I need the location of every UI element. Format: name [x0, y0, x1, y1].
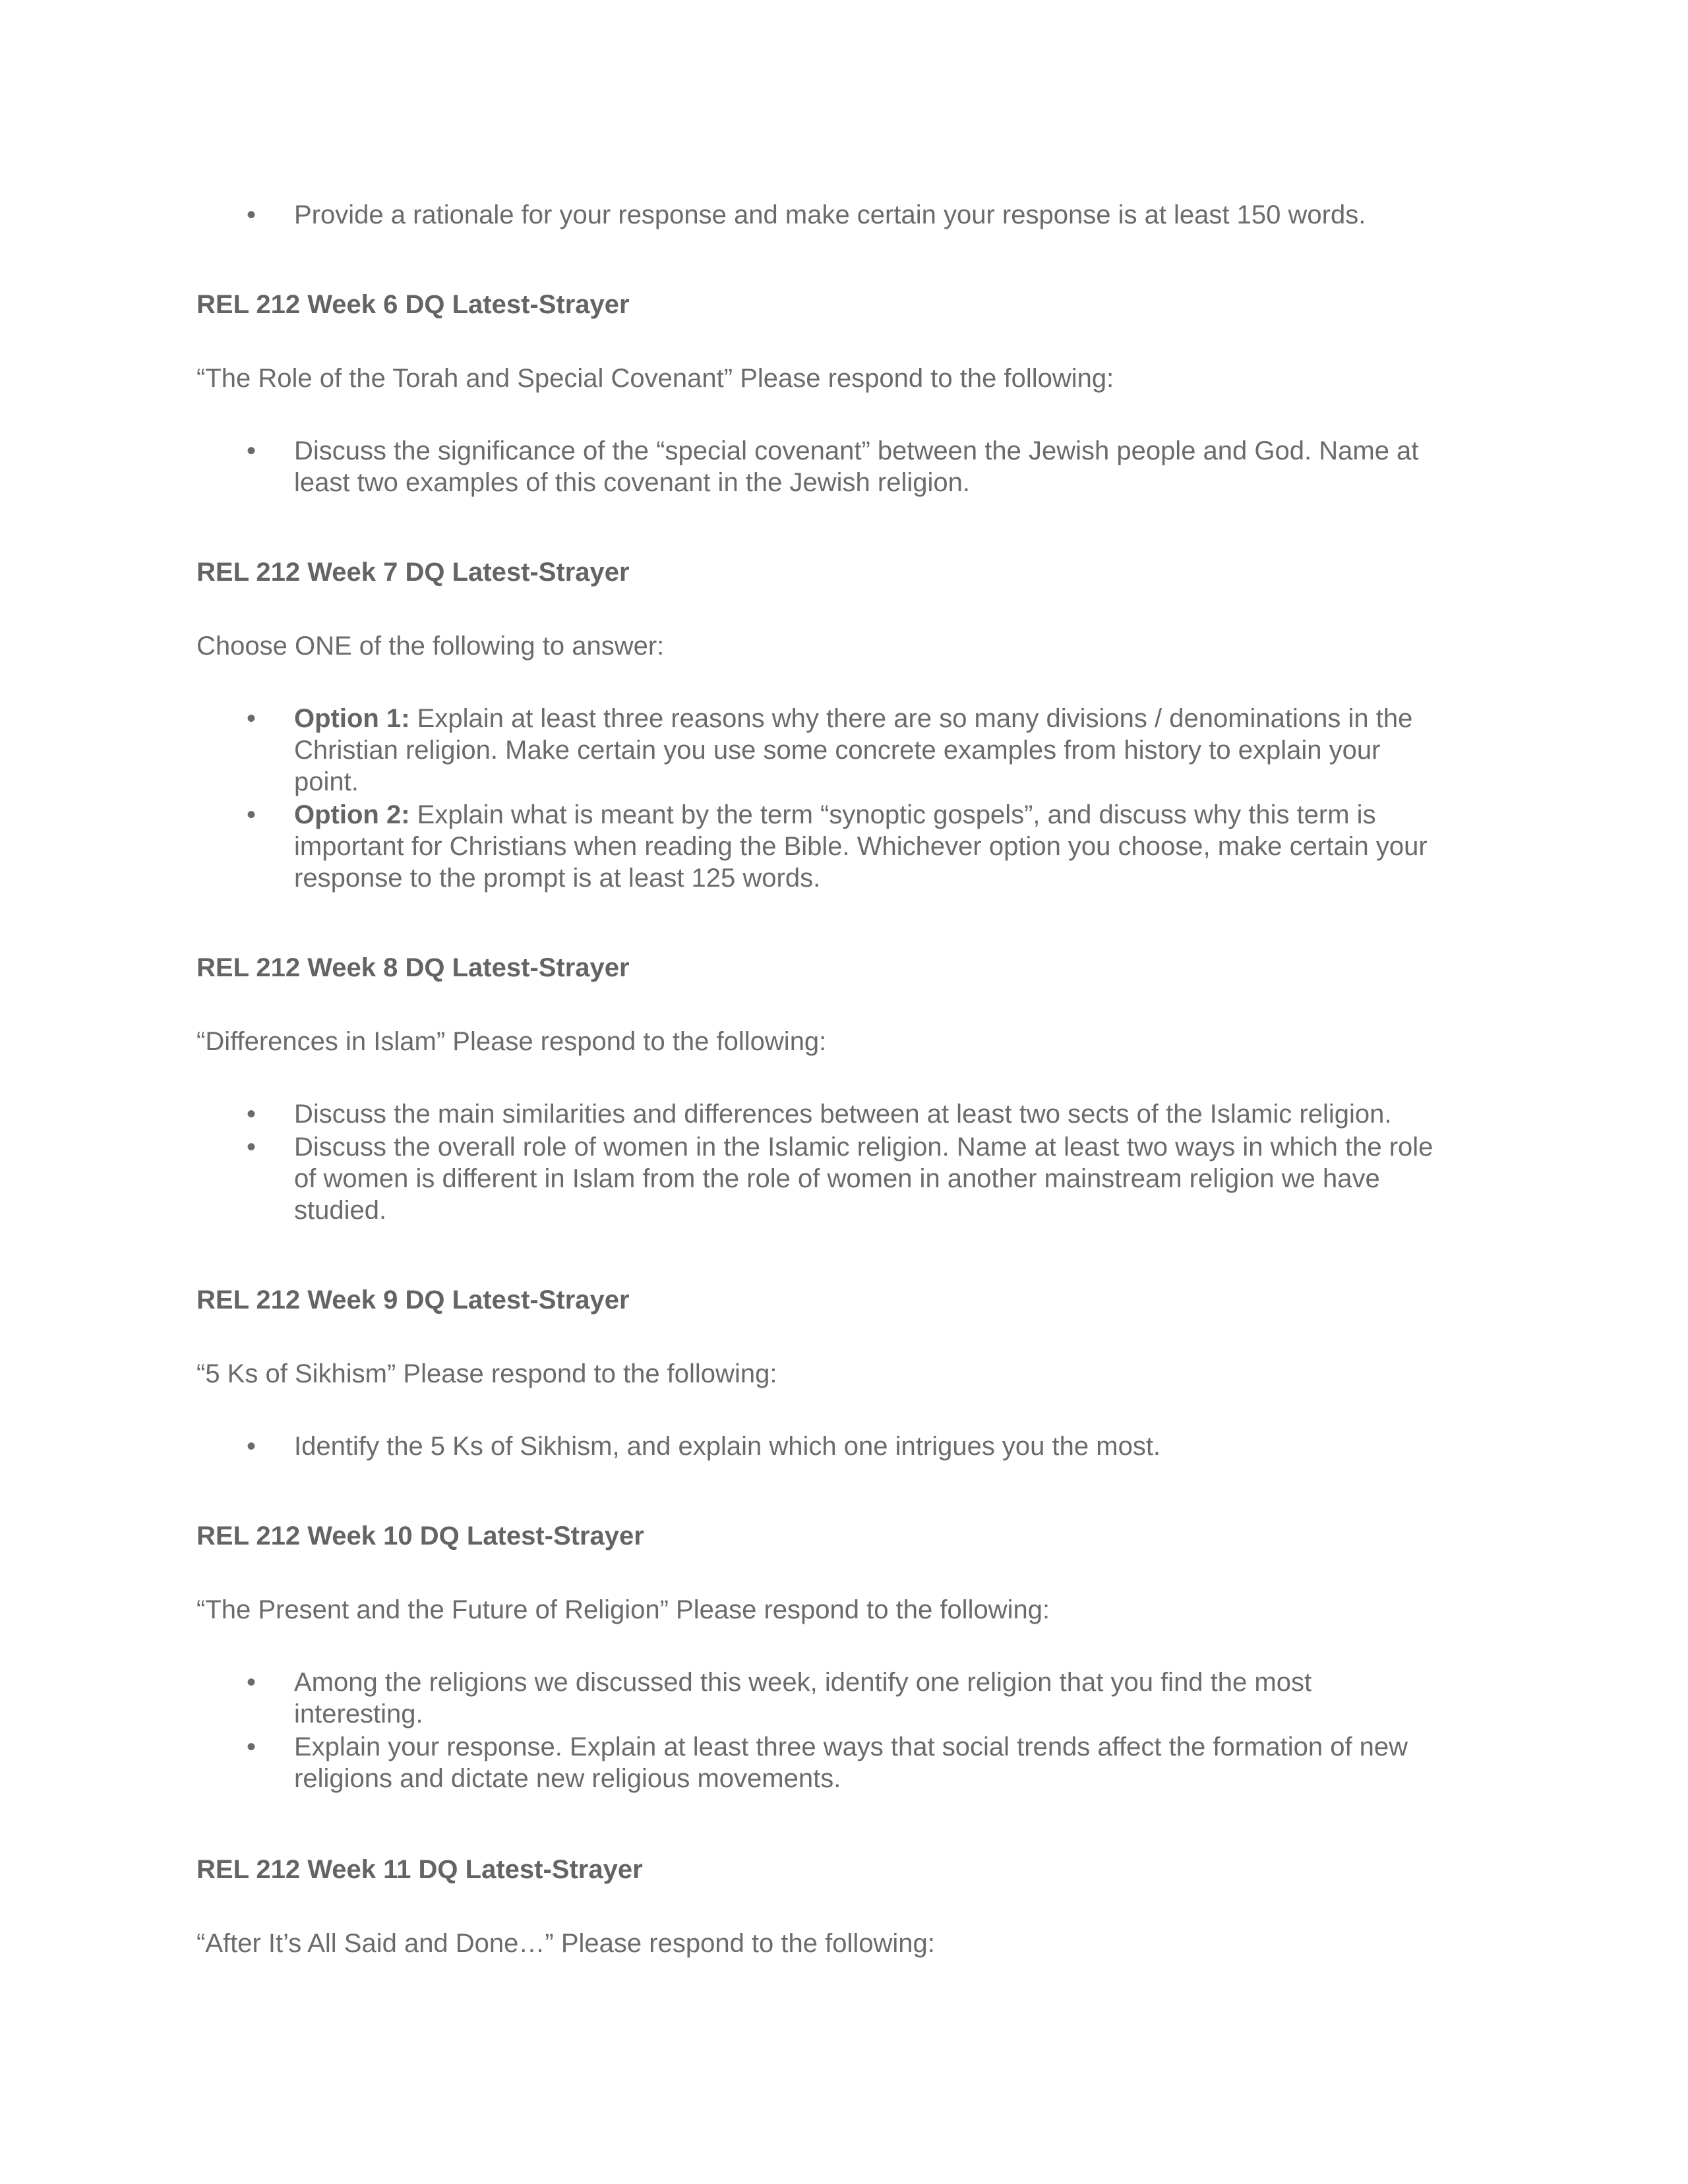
section-heading-week-7: REL 212 Week 7 DQ Latest-Strayer — [196, 558, 630, 587]
bullet-marker: • — [247, 1100, 256, 1129]
bullet-text: Explain your response. Explain at least three ways that social trends affect the formation of new religions and dictate new religious movements. — [294, 1732, 1408, 1793]
bullet-text: Identify the 5 Ks of Sikhism, and explain which one intrigues you the most. — [294, 1432, 1161, 1461]
bullet-marker: • — [247, 200, 256, 229]
section-heading-week-10: REL 212 Week 10 DQ Latest-Strayer — [196, 1521, 644, 1550]
option-label: Option 1: — [294, 704, 410, 733]
section-heading-week-6: REL 212 Week 6 DQ Latest-Strayer — [196, 290, 630, 319]
bullet-text: Option 2: Explain what is meant by the term “synoptic gospels”, and discuss why this term is important for Christians when reading the Bible. Whichever option you choose, make certain your response to the prompt is at least 125 words. — [294, 800, 1428, 893]
bullet-marker: • — [247, 1668, 256, 1697]
section-prompt-week-7: Choose ONE of the following to answer: — [196, 632, 665, 661]
bullet-marker: • — [247, 1732, 256, 1761]
option-label: Option 2: — [294, 800, 410, 829]
bullet-marker: • — [247, 1432, 256, 1461]
bullet-marker: • — [247, 800, 256, 829]
section-prompt-week-9: “5 Ks of Sikhism” Please respond to the following: — [196, 1359, 777, 1388]
section-prompt-week-10: “The Present and the Future of Religion” Please respond to the following: — [196, 1595, 1050, 1624]
bullet-text: Among the religions we discussed this week, identify one religion that you find the most interesting. — [294, 1668, 1312, 1728]
section-heading-week-9: REL 212 Week 9 DQ Latest-Strayer — [196, 1285, 630, 1314]
section-prompt-week-11: “After It’s All Said and Done…” Please respond to the following: — [196, 1929, 935, 1958]
section-heading-week-8: REL 212 Week 8 DQ Latest-Strayer — [196, 953, 630, 982]
bullet-text: Option 1: Explain at least three reasons why there are so many divisions / denominations in the Christian religion. Make certain you use some concrete examples from history to explain your point. — [294, 704, 1413, 796]
bullet-text: Discuss the significance of the “special covenant” between the Jewish people and God. Name at least two examples of this covenant in the Jewish religion. — [294, 436, 1419, 497]
bullet-marker: • — [247, 436, 256, 465]
section-prompt-week-6: “The Role of the Torah and Special Covenant” Please respond to the following: — [196, 364, 1114, 393]
bullet-marker: • — [247, 1133, 256, 1162]
section-prompt-week-8: “Differences in Islam” Please respond to the following: — [196, 1027, 827, 1056]
bullet-text: Discuss the overall role of women in the Islamic religion. Name at least two ways in which the role of women is different in Islam from the role of women in another mainstream religion we have studied. — [294, 1133, 1433, 1225]
bullet-text: Provide a rationale for your response and make certain your response is at least 150 words. — [294, 200, 1366, 229]
bullet-text: Discuss the main similarities and differences between at least two sects of the Islamic religion. — [294, 1100, 1392, 1129]
bullet-marker: • — [247, 704, 256, 733]
section-heading-week-11: REL 212 Week 11 DQ Latest-Strayer — [196, 1855, 643, 1884]
